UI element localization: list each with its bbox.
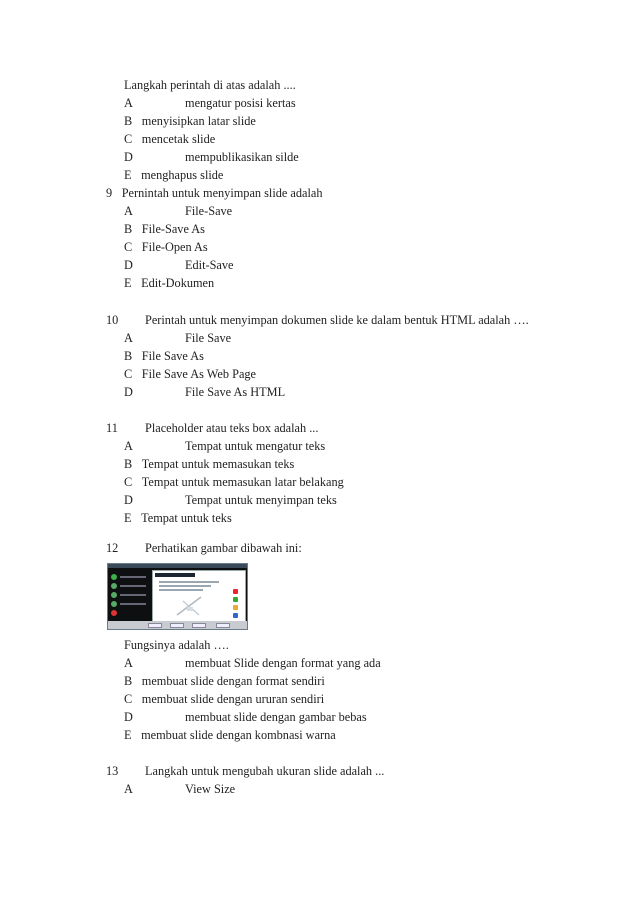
q9-option-d: D (124, 258, 133, 272)
intro-option-a: A (124, 96, 133, 110)
intro-option-b: B menyisipkan latar slide (124, 114, 250, 128)
question-13-number: 13 (106, 764, 119, 778)
q9-option-a: A (124, 204, 133, 218)
color-option-icon (233, 613, 238, 618)
q9-option-a-text: File-Save (185, 204, 233, 218)
q12-option-b: B membuat slide dengan format sendiri (124, 674, 319, 688)
option-line (120, 603, 146, 605)
option-line (120, 594, 146, 596)
q12-option-e: E membuat slide dengan kombnasi warna (124, 728, 330, 742)
footer-button (148, 623, 162, 628)
q10-option-a-text: File Save (185, 331, 232, 345)
question-12-text: Perhatikan gambar dibawah ini: (145, 541, 302, 555)
question-10-number: 10 (106, 313, 119, 327)
q11-option-d-text: Tempat untuk menyimpan teks (185, 493, 337, 507)
q9-option-e: E Edit-Dokumen (124, 276, 208, 290)
q11-option-d: D (124, 493, 133, 507)
question-11-number: 11 (106, 421, 118, 435)
color-option-icon (233, 597, 238, 602)
question-12-screenshot-image (107, 563, 248, 630)
color-option-icon (233, 605, 238, 610)
intro-option-a-text: mengatur posisi kertas (185, 96, 296, 110)
q11-option-a: A (124, 439, 133, 453)
intro-option-e: E menghapus slide (124, 168, 217, 182)
option-bullet-icon (111, 610, 117, 616)
q11-option-a-text: Tempat untuk mengatur teks (185, 439, 326, 453)
option-bullet-icon (111, 583, 117, 589)
q9-option-b: B File-Save As (124, 222, 199, 236)
color-option-icon (233, 589, 238, 594)
option-line (120, 585, 146, 587)
q10-option-b: B File Save As (124, 349, 198, 363)
dialog-text-line (159, 589, 203, 591)
q12-option-c: C membuat slide dengan ururan sendiri (124, 692, 318, 706)
q9-option-c: C File-Open As (124, 240, 202, 254)
wizard-illustration-icon (175, 595, 205, 617)
question-12-followup: Fungsinya adalah …. (124, 638, 229, 652)
footer-button (192, 623, 206, 628)
option-bullet-icon (111, 592, 117, 598)
q12-option-a: A (124, 656, 133, 670)
question-12-number: 12 (106, 541, 119, 555)
q13-option-a: A (124, 782, 133, 796)
q10-option-d: D (124, 385, 133, 399)
q12-option-d-text: membuat slide dengan gambar bebas (185, 710, 367, 724)
question-10-text: Perintah untuk menyimpan dokumen slide ke dalam bentuk HTML adalah …. (145, 313, 529, 327)
option-bullet-icon (111, 574, 117, 580)
q9-option-d-text: Edit-Save (185, 258, 234, 272)
footer-button (170, 623, 184, 628)
question-text: Pernintah untuk menyimpan slide adalah (115, 186, 317, 200)
window-titlebar (108, 564, 247, 568)
intro-option-d-text: mempublikasikan silde (185, 150, 299, 164)
q10-option-c: C File Save As Web Page (124, 367, 250, 381)
footer-button (216, 623, 230, 628)
q10-option-a: A (124, 331, 133, 345)
question-13-text: Langkah untuk mengubah ukuran slide adalah ... (145, 764, 385, 778)
dialog-title-bar (155, 573, 195, 577)
q11-option-b: B Tempat untuk memasukan teks (124, 457, 288, 471)
intro-option-c: C mencetak slide (124, 132, 209, 146)
dialog-text-line (159, 581, 219, 583)
question-9 (106, 186, 323, 201)
dialog-pane (152, 570, 246, 622)
q10-option-d-text: File Save As HTML (185, 385, 286, 399)
dialog-text-line (159, 585, 211, 587)
question-11-text: Placeholder atau teks box adalah ... (145, 421, 319, 435)
q13-option-a-text: View Size (185, 782, 236, 796)
q12-option-d: D (124, 710, 133, 724)
intro-option-d: D (124, 150, 133, 164)
q12-option-a-text: membuat Slide dengan format yang ada (185, 656, 381, 670)
q11-option-c: C Tempat untuk memasukan latar belakang (124, 475, 338, 489)
question-number: 9 (106, 186, 116, 200)
dialog-footer (108, 621, 247, 629)
q11-option-e: E Tempat untuk teks (124, 511, 226, 525)
option-bullet-icon (111, 601, 117, 607)
option-line (120, 576, 146, 578)
intro-text: Langkah perintah di atas adalah .... (124, 78, 296, 92)
